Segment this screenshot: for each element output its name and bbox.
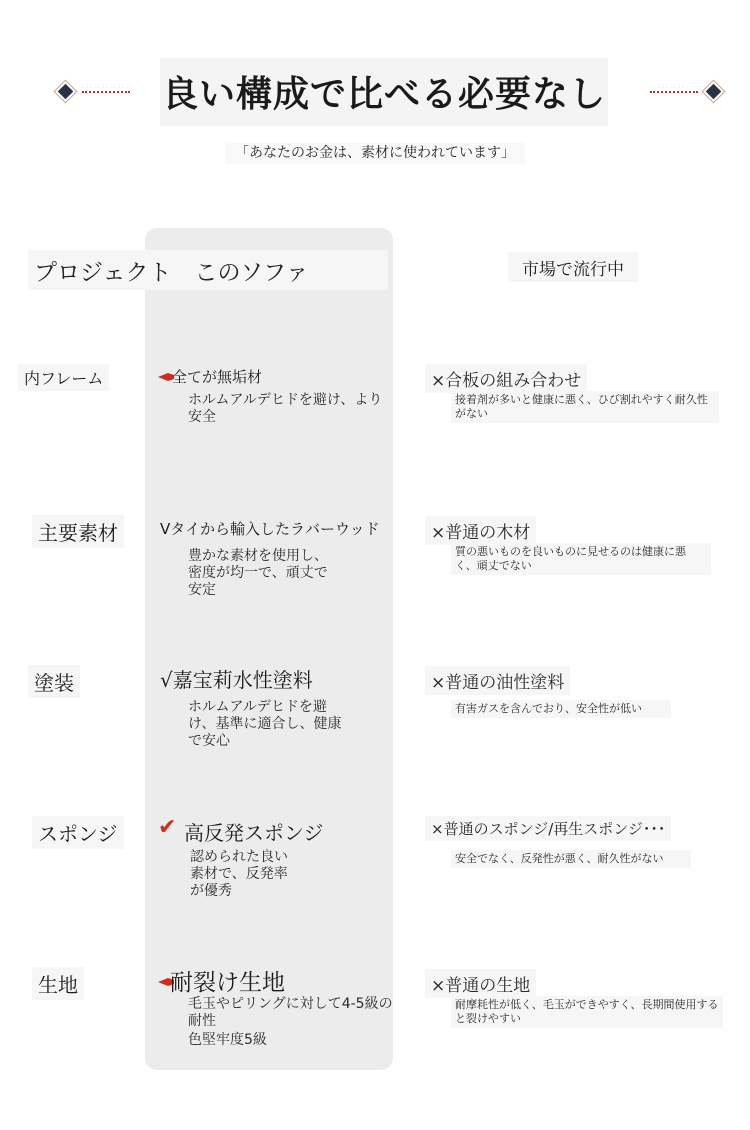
- dotted-line: [650, 91, 698, 93]
- theirs-title-main-material: ×普通の木材: [425, 516, 536, 545]
- theirs-desc-sponge: 安全でなく、反発性が悪く、耐久性がない: [451, 850, 691, 868]
- diamond-ornament-icon: [58, 84, 74, 100]
- ours-title-coating: √嘉宝莉水性塗料: [160, 668, 313, 692]
- ours-desc-coating: ホルムアルデヒドを避け、基準に適合し、健康で安心: [188, 699, 342, 749]
- page-subtitle: 「あなたのお金は、素材に使われています」: [225, 142, 525, 164]
- highlight-column: [145, 228, 393, 1070]
- ours-desc-sponge: 認められた良い素材で、反発率が優秀: [190, 849, 288, 899]
- red-check-icon: ✔: [158, 815, 177, 840]
- diamond-ornament-icon: [706, 84, 722, 100]
- row-label-sponge: スポンジ: [32, 816, 124, 849]
- row-label-coating: 塗装: [28, 665, 80, 698]
- ours-desc-fabric: 毛玉やピリングに対して4-5級の耐性: [188, 996, 393, 1029]
- theirs-desc-coating: 有害ガスを含んでおり、安全性が低い: [451, 700, 671, 718]
- row-label-frame: 内フレーム: [18, 364, 109, 391]
- theirs-title-coating: ×普通の油性塗料: [425, 666, 570, 695]
- row-label-main-material: 主要素材: [32, 515, 124, 548]
- title-ornament-right: [648, 84, 728, 100]
- page-title: 良い構成で比べる必要なし: [161, 74, 606, 115]
- ours-desc-frame: ホルムアルデヒドを避け、より安全: [188, 392, 383, 425]
- row-label-fabric: 生地: [32, 967, 84, 1000]
- column-header-left: プロジェクト このソファ: [28, 250, 388, 290]
- ours-desc-main-material: 豊かな素材を使用し、密度が均一で、頑丈で安定: [188, 548, 328, 598]
- ours-title-frame: 全てが無垢材: [172, 368, 263, 386]
- dotted-line: [82, 91, 130, 93]
- ours-title-sponge: 高反発スポンジ: [184, 821, 324, 845]
- theirs-title-fabric: ×普通の生地: [425, 969, 536, 998]
- title-ornament-left: [58, 84, 138, 100]
- theirs-desc-fabric: 耐摩耗性が低く、毛玉ができやすく、長期間使用すると裂けやすい: [451, 996, 723, 1028]
- column-header-right: 市場で流行中: [508, 252, 638, 282]
- theirs-title-frame: ×合板の組み合わせ: [425, 364, 587, 393]
- theirs-desc-frame: 接着剤が多いと健康に悪く、ひび割れやすく耐久性がない: [451, 391, 719, 423]
- theirs-desc-main-material: 質の悪いものを良いものに見せるのは健康に悪く、頑丈でない: [451, 543, 711, 575]
- title-banner: [160, 58, 608, 126]
- ours-title-fabric: 耐裂け生地: [170, 970, 285, 996]
- ours-desc-fabric-colorfastness: 色堅牢度5級: [188, 1032, 267, 1048]
- theirs-title-sponge: ×普通のスポンジ/再生スポンジ･･･: [425, 816, 671, 841]
- ours-title-main-material: Vタイから輸入したラバーウッド: [160, 520, 380, 538]
